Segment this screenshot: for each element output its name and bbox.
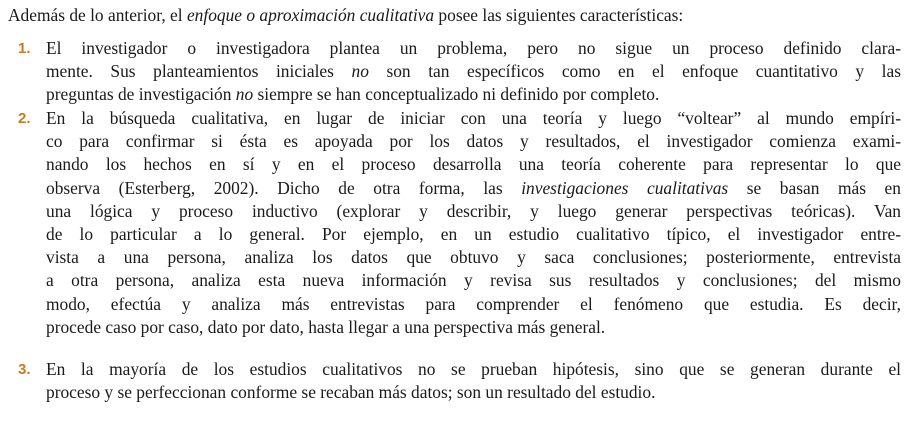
item-2-line-6: de lo particular a lo general. Por ejemplo, en un estudio cualitativo típico, el investigador entre- bbox=[46, 224, 901, 245]
item-2-line-5: una lógica y proceso inductivo (explorar y describir, y luego generar perspectivas teóricas). Van bbox=[46, 200, 901, 221]
item-2-line-9: modo, efectúa y analiza más entrevistas para comprender el fenómeno que estudia. Es decir, bbox=[46, 293, 901, 314]
intro-text-post: posee las siguientes características: bbox=[434, 5, 684, 25]
item-2-line-2: co para confirmar si ésta es apoyada por los datos y resultados, el investigador comienza exami- bbox=[46, 131, 901, 152]
list-item-number: 1. bbox=[18, 40, 31, 57]
item-2-line-1: En la búsqueda cualitativa, en lugar de iniciar con una teoría y luego “voltear” al mundo empíri- bbox=[46, 108, 901, 128]
item-1-line-3-emphasis: no bbox=[235, 84, 254, 105]
item-2-line-4-pre: observa (Esterberg, 2002). Dicho de otra forma, las bbox=[46, 177, 522, 198]
item-2-line-7: vista a una persona, analiza los datos que obtuvo y saca conclusiones; posteriormente, entrevista bbox=[46, 247, 901, 268]
item-1-line-2 bbox=[46, 60, 901, 83]
list-item-2 bbox=[18, 107, 901, 339]
item-2-line-4 bbox=[46, 177, 901, 200]
item-1-line-3-post: siempre se han conceptualizado ni definido por completo. bbox=[253, 84, 660, 105]
item-3-line-1: En la mayoría de los estudios cualitativos no se prueban hipótesis, sino que se generan durante el bbox=[46, 359, 901, 379]
item-1-line-2-emphasis: no bbox=[351, 61, 369, 82]
item-1-line-3 bbox=[46, 83, 901, 106]
item-2-line-10: procede caso por caso, dato por dato, hasta llegar a una perspectiva más general. bbox=[46, 316, 606, 337]
item-1-line-2-pre: mente. Sus planteamientos iniciales bbox=[46, 61, 352, 82]
intro-text-pre: Además de lo anterior, el bbox=[8, 5, 187, 25]
item-1-line-1: El investigador o investigadora plantea un problema, pero no sigue un proceso definido clara- bbox=[46, 38, 901, 58]
item-2-line-8: a otra persona, analiza esta nueva información y revisa sus resultados y conclusiones; del mismo bbox=[46, 270, 901, 291]
item-2-line-3: nando los hechos en sí y en el proceso desarrolla una teoría coherente para representar lo que bbox=[46, 154, 901, 175]
item-1-line-2-post: son tan específicos como en el enfoque cuantitativo y las bbox=[368, 61, 902, 82]
intro-paragraph bbox=[8, 4, 683, 27]
item-2-line-4-emphasis: investigaciones cualitativas bbox=[521, 177, 729, 198]
item-2-line-4-post: se basan más en bbox=[728, 177, 901, 198]
list-item-number: 3. bbox=[18, 361, 31, 378]
intro-emphasis: enfoque o aproximación cualitativa bbox=[186, 5, 435, 25]
item-3-line-2: proceso y se perfeccionan conforme se recaban más datos; son un resultado del estudio. bbox=[46, 382, 656, 403]
list-item-number: 2. bbox=[18, 110, 31, 127]
list-item-3 bbox=[18, 358, 901, 404]
list-item-1 bbox=[18, 37, 902, 107]
item-1-line-3-pre: preguntas de investigación bbox=[46, 84, 236, 105]
